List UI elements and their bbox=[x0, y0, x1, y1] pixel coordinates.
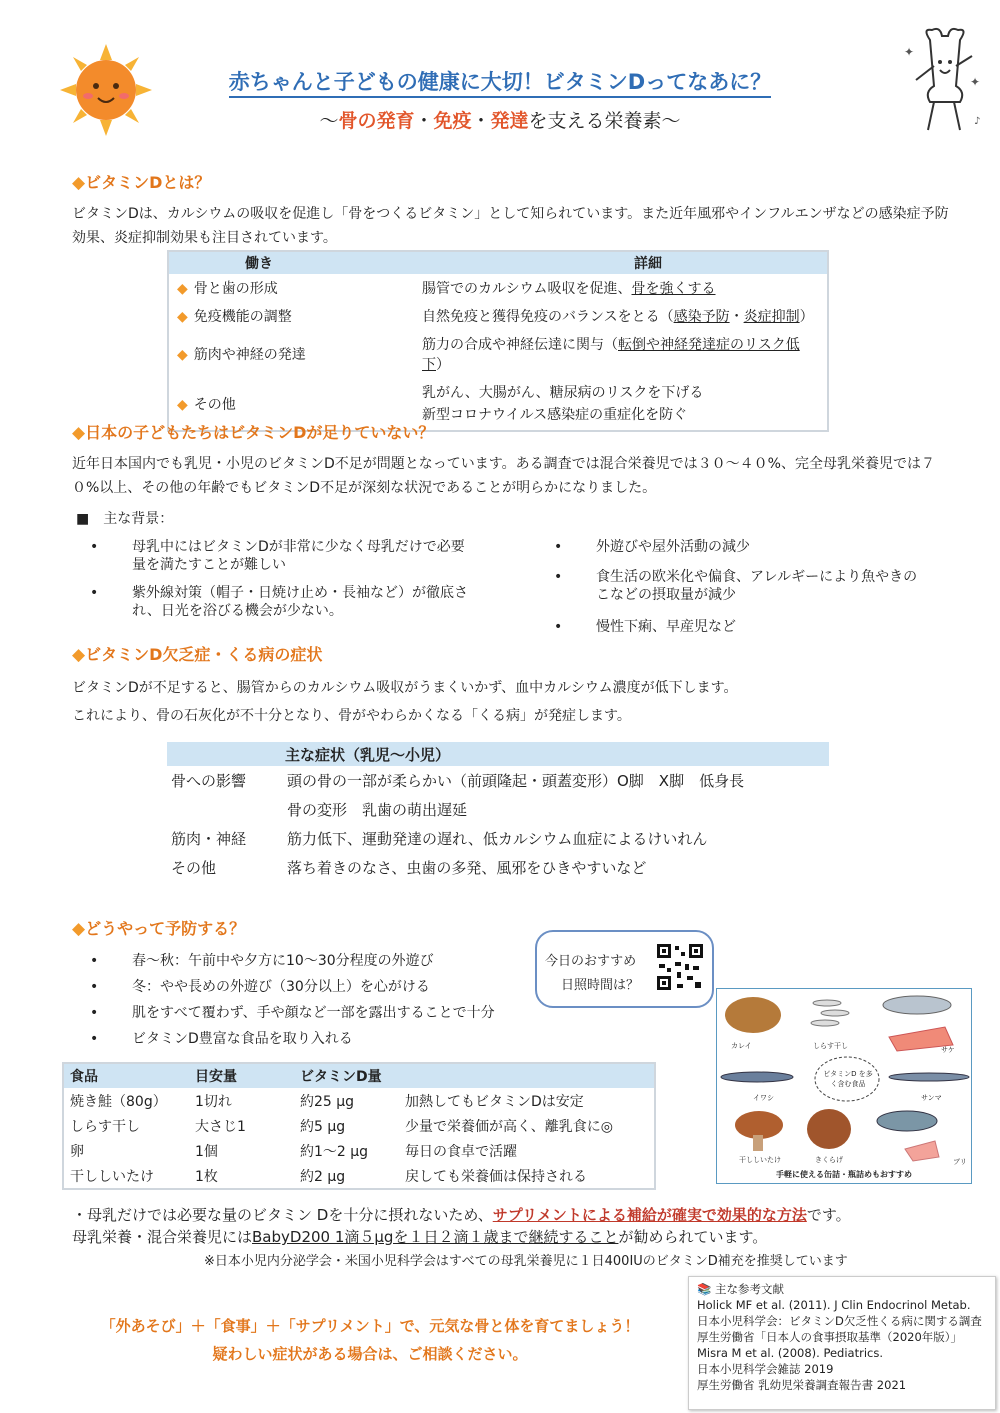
table-row: しらす干し 大さじ1 約5 μg 少量で栄養価が高く、離乳食に◎ bbox=[70, 1118, 613, 1135]
list-item: • 慢性下痢、早産児など bbox=[554, 619, 736, 635]
list-item: • ビタミンD豊富な食品を取り入れる bbox=[90, 1031, 353, 1047]
closing-line2: 疑わしい症状がある場合は、ご相談ください。 bbox=[212, 1345, 528, 1363]
list-item: • 春～秋：午前中や夕方に10～30分程度の外遊び bbox=[90, 953, 434, 969]
section2-text: 近年日本国内でも乳児・小児のビタミンD不足が問題となっています。ある調査では混合栄養児では３０～４０%、完全母乳栄養児では７０%以上、その他の年齢でもビタミンD不足が深刻な状況であることが明らかになりました。 bbox=[72, 456, 935, 496]
recommend-line1: 今日のおすすめ bbox=[545, 954, 637, 969]
list-item: Misra M et al. (2008). Pediatrics. bbox=[697, 1346, 884, 1360]
supplement-note: ※日本小児内分泌学会・米国小児科学会はすべての母乳栄養児に１日400IUのビタミンD補充を推奨しています bbox=[204, 1254, 848, 1269]
closing-line1: 「外あそび」＋「食事」＋「サプリメント」で、元気な骨と体を育てましょう！ bbox=[100, 1317, 640, 1335]
food-label-sake: サケ bbox=[941, 1046, 955, 1054]
food-label-kikurage: きくらげ bbox=[815, 1156, 843, 1164]
recommend-line2: 日照時間は？ bbox=[561, 978, 640, 993]
table-row: ◆ その他 乳がん、大腸がん、糖尿病のリスクを下げる 新型コロナウイルス感染症の重症化を防ぐ bbox=[177, 385, 704, 423]
food-label-shirasu: しらす干し bbox=[813, 1042, 848, 1050]
list-item: Holick MF et al. (2011). J Clin Endocrinol Metab. bbox=[697, 1298, 971, 1312]
list-item: 日本小児科学会雑誌 2019 bbox=[697, 1362, 834, 1376]
table-row: ◆ 筋肉や神経の発達 筋力の合成や神経伝達に関与（転倒や神経発達症のリスク低下） bbox=[177, 337, 800, 373]
svg-text:✦: ✦ bbox=[970, 75, 981, 89]
list-item: • 食生活の欧米化や偏食、アレルギーにより魚やきのこなどの摂取量が減少 bbox=[554, 569, 918, 603]
section-heading-deficiency-in-japan: ◆日本の子どもたちはビタミンDが足りていない？ bbox=[72, 423, 435, 443]
svg-text:✦: ✦ bbox=[904, 45, 915, 59]
table-row: 卵 1個 約1～2 μg 毎日の食卓で活躍 bbox=[70, 1143, 517, 1160]
book-icon: 📚 bbox=[697, 1282, 712, 1296]
supplement-line2: 母乳栄養・混合栄養児にはBabyD200 1滴５μgを１日２滴１歳まで継続することが勧められています。 bbox=[72, 1228, 768, 1246]
table-header-role: 働き bbox=[168, 251, 414, 274]
food-label-iwashi: イワシ bbox=[753, 1094, 774, 1102]
function-table bbox=[167, 250, 829, 432]
list-item: 厚生労働省「日本人の食事摂取基準（2020年版）」 bbox=[697, 1330, 963, 1344]
section3-text1: ビタミンDが不足すると、腸管からのカルシウム吸収がうまくいかず、血中カルシウム濃度が低下します。 bbox=[72, 680, 738, 696]
food-label-buri: ブリ bbox=[953, 1158, 967, 1166]
section-heading-prevention: ◆どうやって予防する？ bbox=[72, 919, 246, 939]
food-label-karei: カレイ bbox=[731, 1042, 752, 1050]
table-row: 骨の変形 乳歯の萌出遅延 bbox=[287, 801, 468, 819]
list-item: • 紫外線対策（帽子・日焼け止め・長袖など）が徹底され、日光を浴びる機会が少ない。 bbox=[90, 585, 468, 619]
list-item: • 外遊びや屋外活動の減少 bbox=[554, 539, 750, 555]
list-item: • 冬：やや長めの外遊び（30分以上）を心がける bbox=[90, 979, 430, 995]
sunshine-recommend-box[interactable] bbox=[535, 930, 714, 1008]
page-subtitle: ～骨の発育・免疫・発達を支える栄養素～ bbox=[319, 110, 681, 132]
table-row: ◆ 免疫機能の調整 自然免疫と獲得免疫のバランスをとる（感染予防・炎症抑制） bbox=[177, 309, 814, 325]
list-item: • 母乳中にはビタミンDが非常に少なく母乳だけで必要量を満たすことが難しい bbox=[90, 539, 465, 573]
section-heading-what-is-vitamin-d: ◆ビタミンDとは？ bbox=[72, 173, 211, 193]
table-row: 干ししいたけ 1枚 約2 μg 戻しても栄養価は保持される bbox=[70, 1168, 587, 1185]
references-box bbox=[688, 1276, 996, 1410]
section3-text2: これにより、骨の石灰化が不十分となり、骨がやわらかくなる「くる病」が発症します。 bbox=[72, 708, 631, 724]
references-title: 📚 主な参考文献 bbox=[697, 1282, 784, 1296]
background-label: ■ 主な背景： bbox=[76, 511, 174, 527]
symptom-table bbox=[167, 742, 829, 882]
section-heading-symptoms: ◆ビタミンD欠乏症・くる病の症状 bbox=[72, 645, 323, 665]
food-label-shiitake: 干ししいたけ bbox=[739, 1156, 781, 1164]
list-item: 日本小児科学会：ビタミンD欠乏性くる病に関する調査 bbox=[697, 1314, 982, 1328]
table-row: ◆ 骨と歯の形成 腸管でのカルシウム吸収を促進、骨を強くする bbox=[177, 281, 716, 297]
food-caption: 手軽に使える缶詰・瓶詰めもおすすめ bbox=[775, 1170, 913, 1179]
food-label-sanma: サンマ bbox=[921, 1094, 942, 1102]
table-header: 主な症状（乳児～小児） bbox=[167, 742, 829, 766]
table-row: その他 落ち着きのなさ、虫歯の多発、風邪をひきやすいなど bbox=[171, 859, 647, 877]
table-header-detail: 詳細 bbox=[414, 251, 828, 274]
page-title: 赤ちゃんと子どもの健康に大切！ビタミンDってなあに？ bbox=[0, 66, 1000, 96]
list-item: 厚生労働省 乳幼児栄養調査報告書 2021 bbox=[697, 1378, 907, 1392]
food-label-center: ビタミンD を多く含む食品 bbox=[823, 1070, 873, 1088]
supplement-line1: ・母乳だけでは必要な量のビタミン Dを十分に摂れないため、サプリメントによる補給が確実で効果的な方法です。 bbox=[72, 1206, 851, 1224]
list-item: • 肌をすべて覆わず、手や顔など一部を露出することで十分 bbox=[90, 1005, 495, 1021]
table-row: 骨への影響 頭の骨の一部が柔らかい（前頭隆起・頭蓋変形）O脚 X脚 低身長 bbox=[171, 772, 745, 790]
section1-text: ビタミンDは、カルシウムの吸収を促進し「骨をつくるビタミン」として知られています。また近年風邪やインフルエンザなどの感染症予防効果、炎症抑制効果も注目されています。 bbox=[72, 206, 949, 246]
table-row: 筋肉・神経 筋力低下、運動発達の遅れ、低カルシウム血症によるけいれん bbox=[171, 830, 708, 848]
qr-code-icon[interactable] bbox=[655, 942, 705, 992]
vitamin-d-foods-illustration bbox=[716, 988, 972, 1184]
table-row: 焼き鮭（80g） 1切れ 約25 μg 加熱してもビタミンDは安定 bbox=[70, 1093, 584, 1110]
food-table: 食品 目安量 ビタミンD量 焼き鮭（80g） 1切れ 約25 μg 加熱してもビタミンDは安定 しらす干し 大さじ1 約5 μg 少量で栄養価が高く、離乳食に◎ 卵 1個 約1～2 μg 毎日の食卓で活躍 干ししいたけ 1枚 約2 μg 戻しても栄養価は保持される bbox=[62, 1062, 656, 1190]
svg-text:♪: ♪ bbox=[974, 116, 981, 127]
